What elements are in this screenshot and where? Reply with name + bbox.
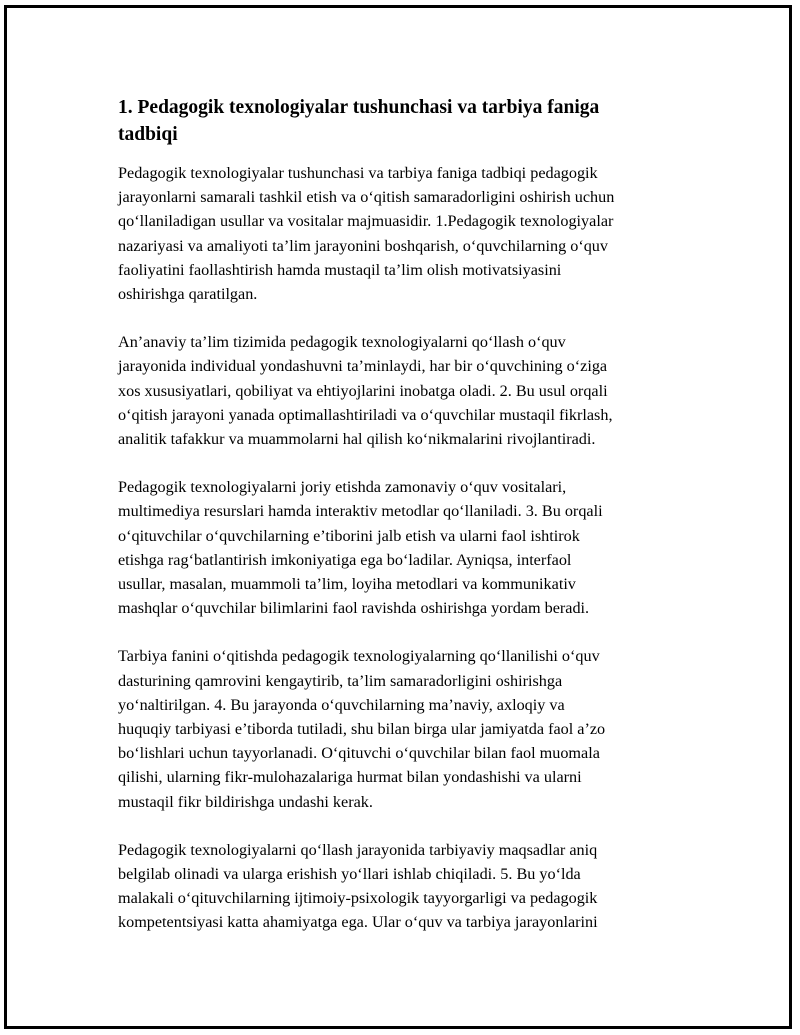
text-line: qilishi, ularning fikr-mulohazalariga hurmat bilan yondashishi va ularni (118, 768, 582, 787)
text-line: jarayonlarni samarali tashkil etish va o‘qitish samaradorligini oshirish uchun (118, 188, 615, 207)
text-line: Pedagogik texnologiyalarni joriy etishda zamonaviy o‘quv vositalari, (118, 478, 567, 497)
text-line: faoliyatini faollashtirish hamda mustaqil ta’lim olish motivatsiyasini (118, 260, 562, 279)
text-line: o‘qitish jarayoni yanada optimallashtiriladi va o‘quvchilar mustaqil fikrlash, (118, 405, 613, 424)
text-line: usullar, masalan, muammoli ta’lim, loyiha metodlari va kommunikativ (118, 575, 576, 594)
paragraph-2 (118, 330, 703, 451)
paragraph-4 (118, 644, 703, 813)
text-line: yo‘naltirilgan. 4. Bu jarayonda o‘quvchilarning ma’naviy, axloqiy va (118, 695, 565, 714)
paragraph-1 (118, 161, 703, 306)
text-line: malakali o‘qituvchilarning ijtimoiy-psixologik tayyorgarligi va pedagogik (118, 889, 598, 908)
text-line: xos xususiyatlari, qobiliyat va ehtiyojlarini inobatga oladi. 2. Bu usul orqali (118, 381, 608, 400)
text-line: Pedagogik texnologiyalarni qo‘llash jarayonida tarbiyaviy maqsadlar aniq (118, 840, 598, 859)
text-line: belgilab olinadi va ularga erishish yo‘llari ishlab chiqiladi. 5. Bu yo‘lda (118, 865, 581, 884)
text-line: mashqlar o‘quvchilar bilimlarini faol ravishda oshirishga yordam beradi. (118, 599, 590, 618)
text-line: An’anaviy ta’lim tizimida pedagogik texnologiyalarni qo‘llash o‘quv (118, 333, 566, 352)
text-line: etishga rag‘batlantirish imkoniyatiga ega bo‘ladilar. Ayniqsa, interfaol (118, 550, 572, 569)
text-line: kompetentsiyasi katta ahamiyatga ega. Ular o‘quv va tarbiya jarayonlarini (118, 913, 598, 932)
text-line: bo‘lishlari uchun tayyorlanadi. O‘qituvchi o‘quvchilar bilan faol muomala (118, 744, 600, 763)
paragraph-5 (118, 838, 703, 935)
text-line: analitik tafakkur va muammolarni hal qilish ko‘nikmalarini rivojlantiradi. (118, 430, 596, 449)
text-line: nazariyasi va amaliyoti ta’lim jarayonini boshqarish, o‘quvchilarning o‘quv (118, 236, 608, 255)
text-line: jarayonida individual yondashuvni ta’minlaydi, har bir o‘quvchining o‘ziga (118, 357, 608, 376)
paragraph-3 (118, 475, 703, 620)
text-line: o‘qituvchilar o‘quvchilarning e’tiborini jalb etish va ularni faol ishtirok (118, 526, 580, 545)
document-body (118, 94, 703, 959)
section-heading (118, 94, 703, 148)
text-line: dasturining qamrovini kengaytirib, ta’lim samaradorligini oshirishga (118, 671, 563, 690)
heading-line: tadbiqi (118, 124, 178, 145)
heading-line: 1. Pedagogik texnologiyalar tushunchasi va tarbiya faniga (118, 97, 600, 118)
text-line: Pedagogik texnologiyalar tushunchasi va tarbiya faniga tadbiqi pedagogik (118, 164, 598, 182)
text-line: Tarbiya fanini o‘qitishda pedagogik texnologiyalarning qo‘llanilishi o‘quv (118, 647, 600, 666)
text-line: oshirishga qaratilgan. (118, 285, 258, 304)
text-line: huquqiy tarbiyasi e’tiborda tutiladi, shu bilan birga ular jamiyatda faol a’zo (118, 720, 606, 739)
text-line: multimediya resurslari hamda interaktiv metodlar qo‘llaniladi. 3. Bu orqali (118, 502, 603, 521)
text-line: mustaqil fikr bildirishga undashi kerak. (118, 792, 373, 811)
text-line: qo‘llaniladigan usullar va vositalar majmuasidir. 1.Pedagogik texnologiyalar (118, 212, 614, 231)
